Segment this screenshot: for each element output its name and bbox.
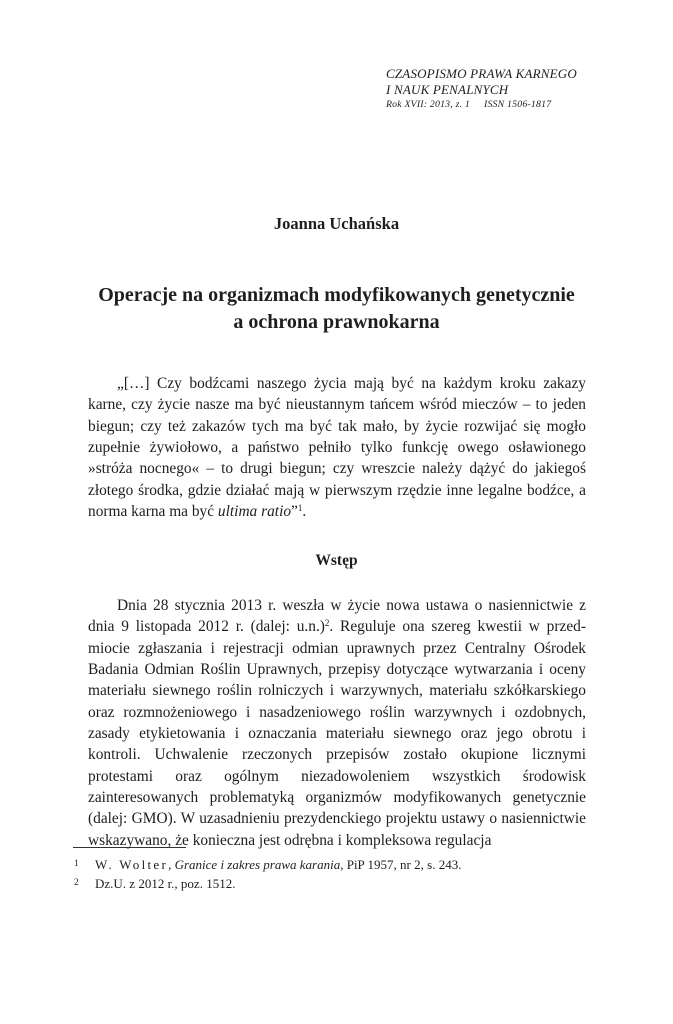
footnote-separator: , [168, 857, 175, 872]
motto-italic-phrase: ultima ratio [217, 503, 292, 521]
motto-closing-quote: ” [291, 503, 298, 521]
footnote-author: W. Wolter [95, 857, 169, 872]
motto-paragraph [88, 373, 586, 522]
intro-text-part2: . Reguluje ona szereg kwestii w przedmiocie zgłaszania i rejestracji odmian uprawnych przez Centralny Ośrodek Badania Odmian Roślin Uprawnych, przepisy dotyczące wytwarzania i oceny materiału siewnego roślin rolniczych i warzywnych, materiału szkółkarskiego oraz rozmnożeniowego i nasadzeniowego roślin warzywnych i ozdobnych, zasady etykietowania i oznaczania materiału siewnego oraz jego obrotu i kontroli. Uchwalenie rzeczonych przepisów zostało okupione licznymi protestami oraz ogólnym niezadowoleniem wszystkich środowisk zainteresowanych problematyką organizmów modyfikowanych genetycznie (dalej: GMO). W uzasadnieniu prezydenckiego projektu ustawy o nasiennictwie wskazywano, że konieczna jest odrębna i kompleksowa regulacja [88, 618, 586, 849]
journal-issue: Rok XVII: 2013, z. 1 [386, 99, 470, 110]
motto-text: „[…] Czy bodźcami naszego życia mają być na każdym kroku zakazy karne, czy życie nasze ma być nieustannym tańcem wśród mieczów – to jeden biegun; czy też zakazów tych ma być tak mało, by życie rozwijać się mogło zupełnie żywiołowo, a państwo pełniło tylko funkcję owego osławionego »stróża nocnego« – to drugi biegun; czy wreszcie należy dążyć do jakiegoś złotego środka, gdzie działać mają w pierwszym rzędzie inne legalne bodźce, a norma karna ma być [88, 375, 586, 521]
footnotes [74, 856, 594, 893]
footnote-number: 1 [74, 859, 79, 869]
intro-text-part1: Dnia 28 stycznia 2013 r. weszła w życie nowa ustawa o nasiennictwie z dnia 9 listopada 2012 r. (dalej: u.n.) [88, 597, 586, 636]
footnote-citation: , PiP 1957, nr 2, s. 243. [340, 857, 462, 872]
journal-issn: ISSN 1506-1817 [484, 99, 552, 110]
motto-period: . [302, 503, 307, 521]
article-title-line2: a ochrona prawnokarna [233, 311, 440, 333]
journal-meta [386, 98, 596, 111]
article-author: Joanna Uchańska [273, 214, 400, 233]
journal-header [386, 66, 596, 111]
footnote-2 [74, 875, 594, 894]
footnote-text: Dz.U. z 2012 r., poz. 1512. [95, 875, 236, 891]
section-heading: Wstęp [315, 552, 358, 569]
footnote-ref-1[interactable]: 1 [297, 503, 303, 514]
footnote-cited-title: Granice i zakres prawa karania [174, 857, 341, 872]
footnote-1 [74, 856, 594, 875]
article-title [60, 282, 613, 336]
intro-body [88, 595, 586, 851]
footnote-divider [73, 847, 186, 848]
intro-paragraph [88, 595, 586, 851]
journal-title-line1: CZASOPISMO PRAWA KARNEGO [386, 66, 577, 81]
footnote-number: 2 [74, 877, 79, 888]
article-title-line1: Operacje na organizmach modyfikowanych genetycznie [98, 284, 575, 306]
journal-title-line2: I NAUK PENALNYCH [386, 81, 509, 97]
motto-quote [88, 373, 586, 522]
footnote-ref-2[interactable]: 2 [324, 618, 330, 629]
